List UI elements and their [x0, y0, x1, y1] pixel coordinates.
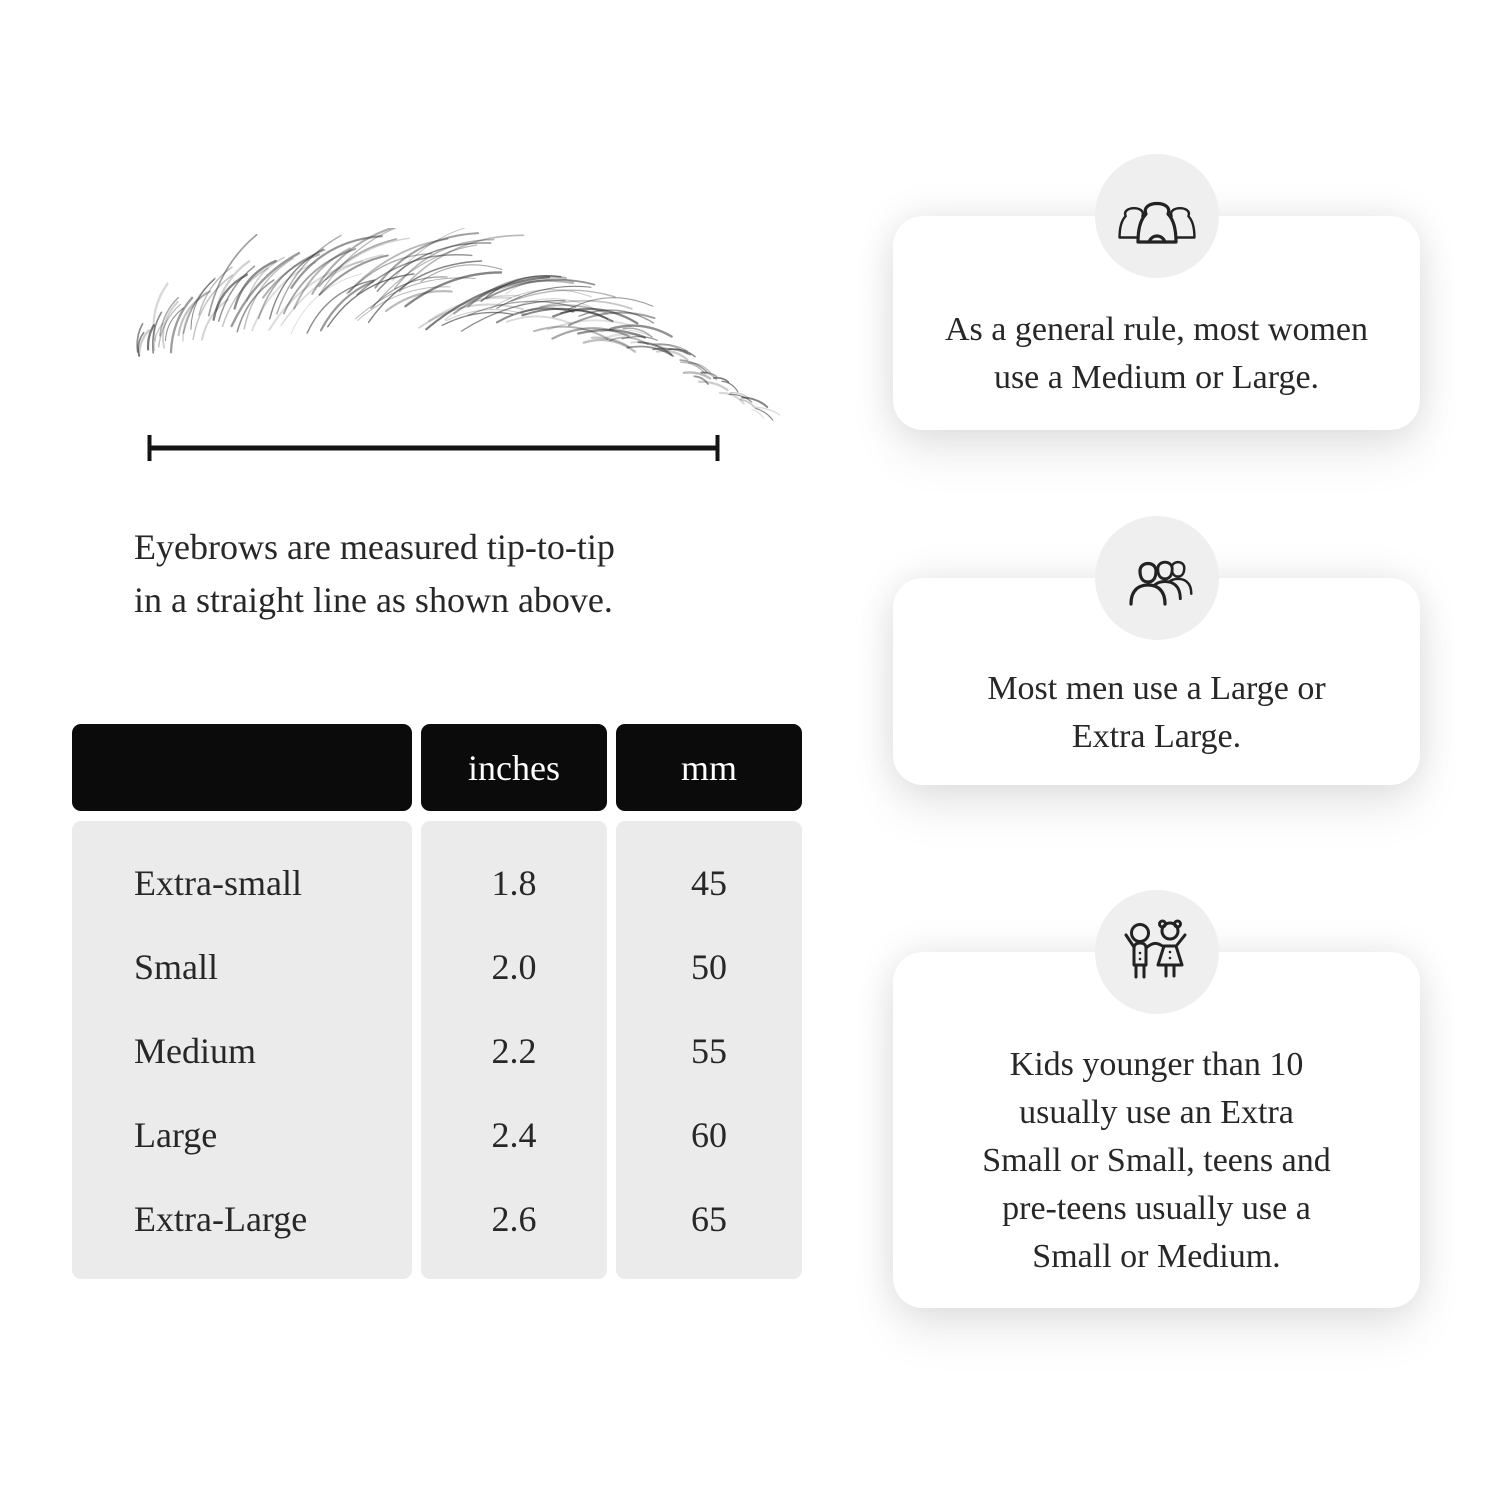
mm-value: 55: [691, 1031, 727, 1071]
mm-value: 65: [691, 1199, 727, 1239]
mm-column: [616, 821, 802, 1279]
men-group-icon: [1095, 516, 1219, 640]
mm-column-header: mm: [616, 724, 802, 811]
caption-line: in a straight line as shown above.: [134, 580, 613, 620]
size-row-label: Extra-small: [134, 863, 302, 903]
kids-icon: [1095, 890, 1219, 1014]
size-label-column: [72, 821, 412, 1279]
card-text-line: Kids younger than 10: [1009, 1046, 1304, 1083]
size-row-label: Small: [134, 947, 219, 987]
card-text: [945, 306, 1368, 402]
inches-value: 2.4: [491, 1115, 537, 1155]
size-table-body: [72, 821, 802, 1279]
measurement-caption: [134, 521, 615, 627]
size-column-header: [72, 724, 412, 811]
mm-value: 50: [691, 947, 727, 987]
size-table: [72, 724, 802, 1279]
card-text-line: pre-teens usually use a: [1002, 1190, 1311, 1227]
caption-line: Eyebrows are measured tip-to-tip: [134, 527, 615, 567]
size-row-label: Medium: [134, 1031, 256, 1071]
card-text: [982, 1041, 1330, 1281]
women-group-icon: [1095, 154, 1219, 278]
measurement-line: [147, 433, 720, 463]
card-text-line: use a Medium or Large.: [993, 359, 1320, 396]
size-table-header: [72, 724, 802, 811]
eyebrow-sketch: [118, 228, 780, 430]
women-sizing-card: [893, 216, 1420, 430]
card-text-line: Most men use a Large or: [987, 669, 1326, 707]
card-text-line: As a general rule, most women: [945, 311, 1368, 348]
inches-value: 2.6: [491, 1199, 537, 1239]
inches-value: 2.2: [491, 1031, 537, 1071]
card-text-line: Small or Medium.: [1032, 1238, 1281, 1275]
inches-column: [421, 821, 607, 1279]
size-row-label: Large: [134, 1115, 218, 1155]
card-text-line: usually use an Extra: [1019, 1094, 1294, 1131]
men-sizing-card: [893, 578, 1420, 785]
inches-value: 1.8: [491, 863, 537, 903]
card-text-line: Extra Large.: [1071, 717, 1242, 755]
size-row-label: Extra-Large: [134, 1199, 308, 1239]
mm-value: 60: [691, 1115, 727, 1155]
card-text: [987, 665, 1325, 761]
inches-column-header: inches: [421, 724, 607, 811]
eyebrow-illustration: [118, 228, 780, 430]
kids-sizing-card: [893, 952, 1420, 1308]
card-text-line: Small or Small, teens and: [982, 1142, 1331, 1179]
mm-value: 45: [691, 863, 727, 903]
inches-value: 2.0: [491, 947, 537, 987]
